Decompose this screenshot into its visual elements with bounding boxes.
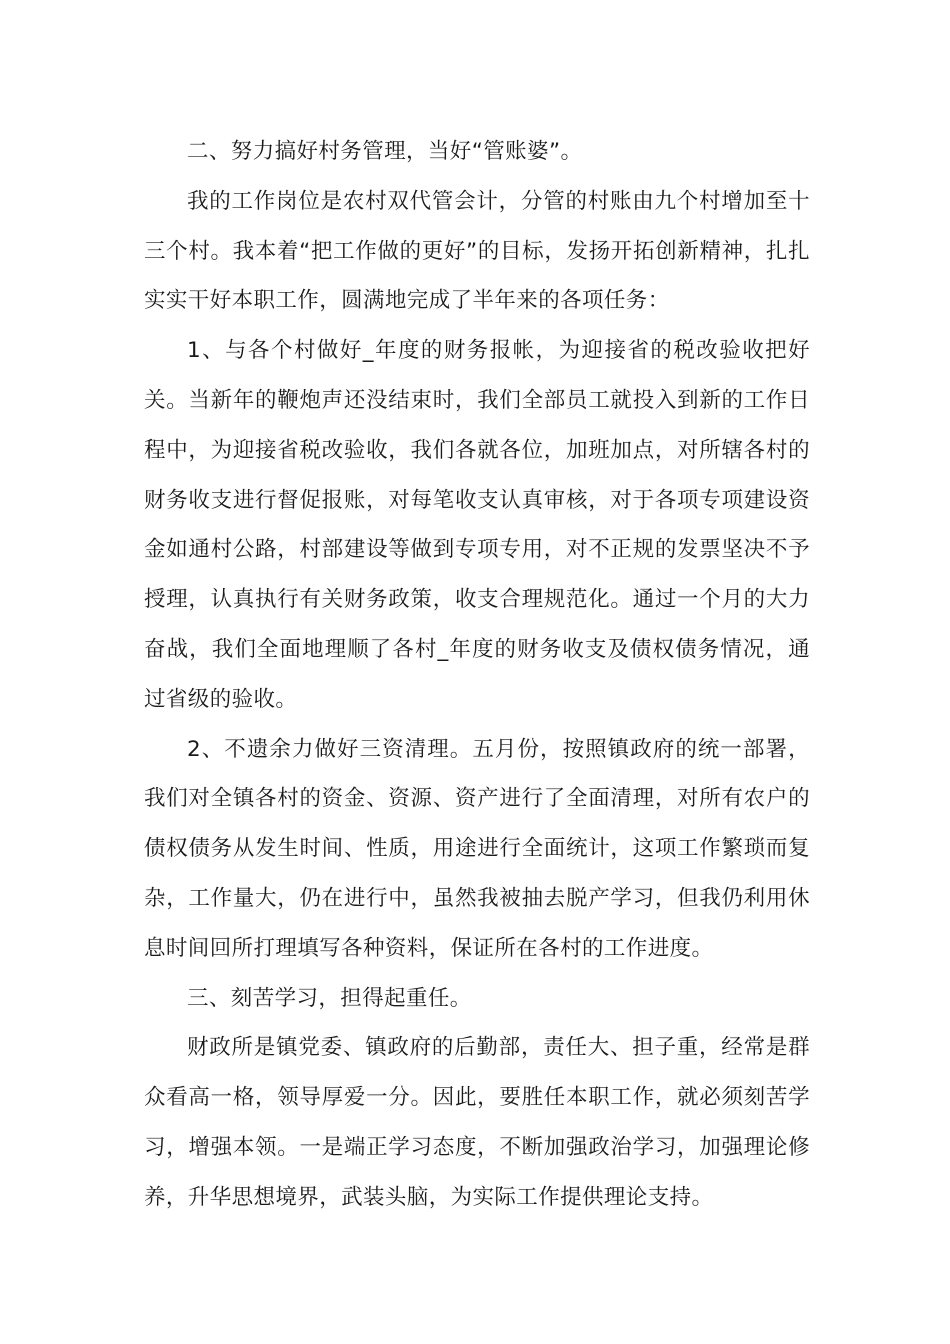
document-body <box>144 127 810 1223</box>
paragraph-finance-office: 财政所是镇党委、镇政府的后勤部，责任大、担子重，经常是群众看高一格，领导厚爱一分。因此，要胜任本职工作，就必须刻苦学习，增强本领。一是端正学习态度，不断加强政治学习，加强理论修养，升华思想境界，武装头脑，为实际工作提供理论支持。 <box>144 1035 810 1210</box>
paragraph-job-position: 我的工作岗位是农村双代管会计，分管的村账由九个村增加至十三个村。我本着“把工作做的更好”的目标，发扬开拓创新精神，扎扎实实干好本职工作，圆满地完成了半年来的各项任务： <box>144 188 810 314</box>
paragraph-asset-cleanup: 2、不遗余力做好三资清理。五月份，按照镇政府的统一部署，我们对全镇各村的资金、资源、资产进行了全面清理，对所有农户的债权债务从发生时间、性质，用途进行全面统计，这项工作繁琐而复杂，工作量大，仍在进行中，虽然我被抽去脱产学习，但我仍利用休息时间回所打理填写各种资料，保证所在各村的工作进度。 <box>144 736 810 961</box>
section-heading-village-affairs: 二、努力搞好村务管理，当好“管账婆”。 <box>187 139 583 164</box>
section-heading-study: 三、刻苦学习，担得起重任。 <box>187 985 472 1011</box>
paragraph-financial-reimbursement: 1、与各个村做好_年度的财务报帐，为迎接省的税改验收把好关。当新年的鞭炮声还没结束时，我们全部员工就投入到新的工作日程中，为迎接省税改验收，我们各就各位，加班加点，对所辖各村的财务收支进行督促报账，对每笔收支认真审核，对于各项专项建设资金如通村公路，村部建设等做到专项专用，对不正规的发票坚决不予授理，认真执行有关财务政策，收支合理规范化。通过一个月的大力奋战，我们全面地理顺了各村_年度的财务收支及债权债务情况，通过省级的验收。 <box>144 338 810 712</box>
